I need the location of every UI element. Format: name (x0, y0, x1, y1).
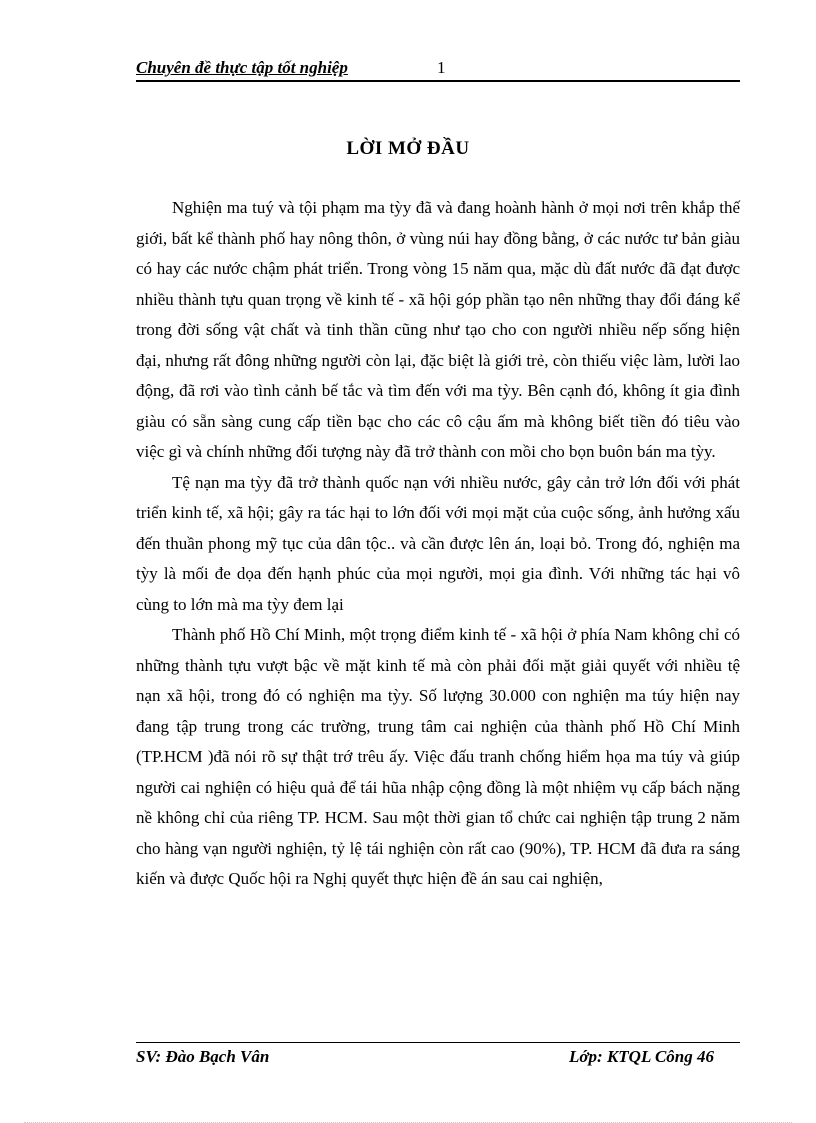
page-number: 1 (437, 58, 446, 77)
document-heading: LỜI MỞ ĐẦU (346, 138, 470, 159)
footer-class: Lớp: KTQL Công 46 (569, 1047, 714, 1066)
document-body (136, 193, 740, 895)
header-title: Chuyên đề thực tập tốt nghiệp (136, 58, 348, 77)
page-header (136, 58, 740, 82)
footer-student: SV: Đào Bạch Vân (136, 1047, 270, 1066)
paragraph: Nghiện ma tuý và tội phạm ma tỳy đã và đang hoành hành ở mọi nơi trên khắp thế giới, bất kể thành phố hay nông thôn, ở vùng núi hay đồng bằng, ở các nước tư bản giàu có hay các nước chậm phát triển. Trong vòng 15 năm qua, mặc dù đất nước đã đạt được nhiều thành tựu quan trọng về kinh tế - xã hội góp phần tạo nên những thay đổi đáng kể trong đời sống vật chất và tinh thần cũng như tạo cho con người nhiều nếp sống hiện đại, nhưng rất đông những người còn lại, đặc biệt là giới trẻ, còn thiếu việc làm, lười lao động, đã rơi vào tình cảnh bế tắc và tìm đến với ma tỳy. Bên cạnh đó, không ít gia đình giàu có sẵn sàng cung cấp tiền bạc cho các cô cậu ấm mà không biết tiền đó tiêu vào việc gì và chính những đối tượng này đã trở thành con mồi cho bọn buôn bán ma tỳy. (136, 198, 740, 461)
paragraph: Thành phố Hồ Chí Minh, một trọng điểm kinh tế - xã hội ở phía Nam không chỉ có những thành tựu vượt bậc về mặt kinh tế mà còn phải đối mặt giải quyết với nhiều tệ nạn xã hội, trong đó có nghiện ma tỳy. Số lượng 30.000 con nghiện ma túy hiện nay đang tập trung trong các trường, trung tâm cai nghiện của thành phố Hồ Chí Minh (TP.HCM )đã nói rõ sự thật trớ trêu ấy. Việc đấu tranh chống hiểm họa ma túy và giúp người cai nghiện có hiệu quả để tái hũa nhập cộng đồng là một nhiệm vụ cấp bách nặng nề không chỉ của riêng TP. HCM. Sau một thời gian tổ chức cai nghiện tập trung 2 năm cho hàng vạn người nghiện, tỷ lệ tái nghiện còn rất cao (90%), TP. HCM đã đưa ra sáng kiến và được Quốc hội ra Nghị quyết thực hiện đề án sau cai nghiện, (136, 625, 740, 888)
paragraph: Tệ nạn ma tỳy đã trở thành quốc nạn với nhiều nước, gây cản trở lớn đối với phát triển kinh tế, xã hội; gây ra tác hại to lớn đối với mọi mặt của cuộc sống, ảnh hưởng xấu đến thuần phong mỹ tục của dân tộc.. và cần được lên án, loại bỏ. Trong đó, nghiện ma tỳy là mối đe dọa đến hạnh phúc của mọi người, mọi gia đình. Với những tác hại vô cùng to lớn mà ma tỳy đem lại (136, 472, 740, 614)
page-footer (136, 1042, 740, 1073)
